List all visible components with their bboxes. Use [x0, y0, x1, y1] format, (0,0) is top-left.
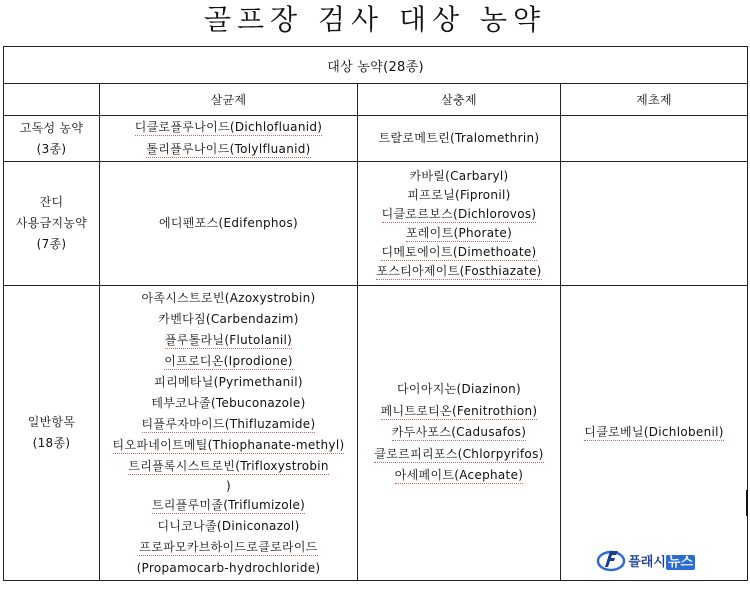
column-header-fungicide: 살균제 — [100, 84, 358, 116]
category-cell — [4, 286, 100, 581]
pesticide-item: 플루톨라닐(Flutolanil) — [164, 332, 293, 347]
pesticide-item: 트리플록시스트로빈(Trifloxystrobin — [128, 458, 329, 473]
pesticide-item: 카두사포스(Cadusafos) — [391, 425, 527, 440]
pesticide-item: 트리플루미졸(Triflumizole) — [151, 497, 306, 512]
fungicide-cell — [100, 162, 358, 286]
column-header-insecticide: 살충제 — [358, 84, 561, 116]
edge-divider — [746, 490, 748, 516]
pesticide-item: 이프로디온(Iprodione) — [164, 353, 293, 368]
table-row — [4, 116, 748, 162]
pesticide-item: 프로파모카브하이드로클로라이드 — [139, 539, 318, 554]
category-count: (7종) — [36, 237, 67, 251]
table-row — [4, 286, 748, 581]
pesticide-item: 클로르피리포스(Chlorpyrifos) — [374, 446, 544, 461]
category-count: (3종) — [36, 141, 67, 156]
insecticide-cell — [358, 116, 561, 162]
column-header-empty — [4, 84, 100, 116]
category-label: 고독성 농약 — [19, 120, 84, 135]
fungicide-cell — [100, 116, 358, 162]
insecticide-cell — [358, 162, 561, 286]
pesticide-item: 디메토에이트(Dimethoate) — [381, 244, 537, 259]
pesticide-item: 포스티아제이트(Fosthiazate) — [376, 263, 542, 278]
pesticide-item: 티오파네이트메틸(Thiophanate-methyl) — [112, 437, 345, 452]
pesticide-item: 에디펜포스(Edifenphos) — [159, 215, 298, 230]
pesticide-item: 디클로베닐(Dichlobenil) — [584, 425, 724, 440]
pesticide-item: 톨리플루나이드(Tolylfluanid) — [146, 141, 311, 156]
herbicide-cell — [561, 286, 748, 581]
insecticide-cell — [358, 286, 561, 581]
pesticide-item: 포레이트(Phorate) — [405, 225, 513, 240]
category-cell — [4, 162, 100, 286]
pesticide-item-wrap: ) — [226, 478, 231, 493]
category-label: 잔디 — [39, 195, 64, 209]
category-cell — [4, 116, 100, 162]
news-logo — [596, 547, 695, 573]
category-label: 일반항목 — [27, 415, 76, 429]
pesticide-table — [3, 46, 748, 581]
pesticide-item: 티플루자마이드(Thifluzamide) — [141, 416, 316, 431]
column-header-herbicide: 제초제 — [561, 84, 748, 116]
fungicide-cell — [100, 286, 358, 581]
pesticide-item: 피프로닐(Fipronil) — [407, 187, 511, 202]
pesticide-item: 디클로플루나이드(Dichlofluanid) — [134, 120, 323, 134]
table-row — [4, 162, 748, 286]
pesticide-item: 카벤다짐(Carbendazim) — [158, 311, 299, 326]
logo-text: 플래시 뉴스 — [628, 554, 694, 570]
herbicide-cell — [561, 116, 748, 162]
pesticide-item: 트랄로메트린(Tralomethrin) — [378, 130, 540, 145]
page-title: 골프장 검사 대상 농약 — [203, 3, 547, 36]
table-header: 대상 농약(28종) — [4, 47, 748, 84]
pesticide-item: 테부코나졸(Tebuconazole) — [151, 395, 306, 410]
pesticide-item: 피리메타닐(Pyrimethanil) — [154, 374, 303, 389]
pesticide-item: 아족시스트로빈(Azoxystrobin) — [141, 290, 316, 305]
herbicide-cell — [561, 162, 748, 286]
pesticide-item: 디니코나졸(Diniconazol) — [157, 518, 300, 533]
pesticide-item: 카바릴(Carbaryl) — [409, 168, 509, 183]
category-label: 사용금지농약 — [15, 216, 88, 230]
pesticide-item: (Propamocarb-hydrochloride) — [136, 560, 321, 575]
category-count: (18종) — [32, 436, 71, 450]
pesticide-item: 디클로르보스(Dichlorovos) — [381, 206, 537, 221]
pesticide-item: 다이아지논(Diazinon) — [397, 382, 521, 397]
pesticide-item: 아세페이트(Acephate) — [394, 468, 524, 483]
pesticide-item: 페니트로티온(Fenitrothion) — [380, 403, 538, 418]
flash-logo-icon — [596, 547, 626, 573]
